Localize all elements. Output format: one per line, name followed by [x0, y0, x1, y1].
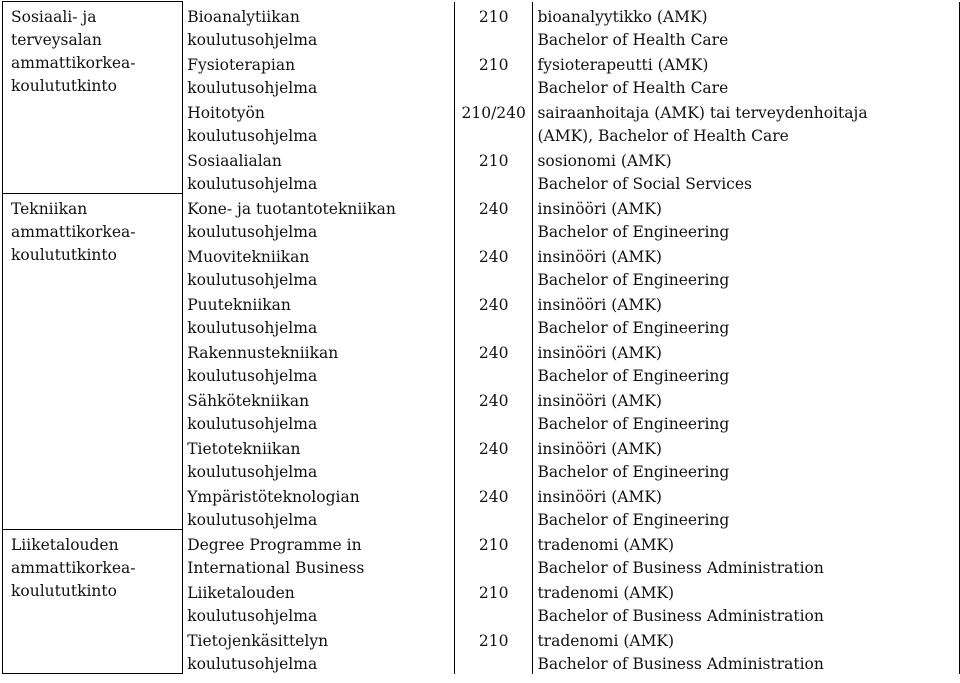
degree-english: Bachelor of Engineering: [537, 366, 730, 385]
credits-cell: [454, 626, 532, 674]
sector-line: koulututkinto: [11, 582, 117, 600]
sector-line: ammattikorkea-: [11, 223, 136, 241]
degree-english: (AMK), Bachelor of Health Care: [537, 126, 789, 145]
degree-cell: [533, 50, 960, 98]
degree-english: Bachelor of Engineering: [537, 222, 730, 241]
credits-cell: [454, 290, 532, 338]
credits-value: 210: [478, 151, 509, 170]
programme-name: Muovitekniikan: [187, 247, 310, 266]
programme-suffix: koulutusohjelma: [187, 510, 318, 529]
programme-name: Hoitotyön: [187, 103, 265, 122]
credits-value: 210: [478, 583, 509, 602]
credits-value: 210: [478, 535, 509, 554]
degree-cell: [533, 98, 960, 146]
credits-cell: [454, 386, 532, 434]
programme-name: Degree Programme in: [187, 535, 362, 554]
programme-cell: [183, 146, 455, 194]
programme-name: Fysioterapian: [187, 55, 296, 74]
degree-cell: [533, 530, 960, 578]
credits-value: 240: [478, 487, 509, 506]
credits-cell: [454, 242, 532, 290]
programme-suffix: koulutusohjelma: [187, 270, 318, 289]
sector-line: ammattikorkea-: [11, 54, 136, 72]
degree-english: Bachelor of Health Care: [537, 30, 729, 49]
credits-cell: [454, 338, 532, 386]
degree-title: insinööri (AMK): [537, 439, 662, 458]
credits-value: 210: [478, 7, 509, 26]
programme-suffix: koulutusohjelma: [187, 30, 318, 49]
programme-cell: [183, 578, 455, 626]
programme-cell: [183, 530, 455, 578]
credits-cell: [454, 434, 532, 482]
programme-name: Ympäristöteknologian: [187, 487, 360, 506]
programme-suffix: koulutusohjelma: [187, 366, 318, 385]
credits-cell: [454, 50, 532, 98]
sector-line: Tekniikan: [11, 200, 88, 218]
credits-cell: [454, 146, 532, 194]
programme-cell: [183, 242, 455, 290]
programme-cell: [183, 482, 455, 530]
degree-title: fysioterapeutti (AMK): [537, 55, 709, 74]
programme-suffix: koulutusohjelma: [187, 78, 318, 97]
degree-cell: [533, 482, 960, 530]
programme-cell: [183, 338, 455, 386]
programme-name: Tietotekniikan: [187, 439, 301, 458]
programme-cell: [183, 626, 455, 674]
programme-name: Sosiaalialan: [187, 151, 282, 170]
sector-line: koulututkinto: [11, 77, 117, 95]
degree-cell: [533, 338, 960, 386]
sector-line: Liiketalouden: [11, 536, 119, 554]
sector-cell-engineering: [3, 194, 183, 530]
programme-name: Kone- ja tuotantotekniikan: [187, 199, 396, 218]
degree-english: Bachelor of Social Services: [537, 174, 752, 193]
degree-cell: [533, 194, 960, 242]
degree-title: insinööri (AMK): [537, 199, 662, 218]
sector-line: ammattikorkea-: [11, 559, 136, 577]
degree-english: Bachelor of Health Care: [537, 78, 729, 97]
degree-cell: [533, 2, 960, 50]
programme-suffix: International Business: [187, 558, 365, 577]
degree-english: Bachelor of Engineering: [537, 414, 730, 433]
programme-suffix: koulutusohjelma: [187, 174, 318, 193]
degree-cell: [533, 626, 960, 674]
credits-value: 240: [478, 343, 509, 362]
programme-suffix: koulutusohjelma: [187, 462, 318, 481]
programme-suffix: koulutusohjelma: [187, 318, 318, 337]
credits-cell: [454, 194, 532, 242]
degree-english: Bachelor of Business Administration: [537, 558, 824, 577]
degree-title: tradenomi (AMK): [537, 535, 675, 554]
programme-name: Tietojenkäsittelyn: [187, 631, 329, 650]
programme-name: Puutekniikan: [187, 295, 291, 314]
programme-cell: [183, 290, 455, 338]
programme-name: Rakennustekniikan: [187, 343, 339, 362]
credits-value: 210: [478, 55, 509, 74]
degree-english: Bachelor of Engineering: [537, 510, 730, 529]
programme-cell: [183, 386, 455, 434]
programme-suffix: koulutusohjelma: [187, 654, 318, 673]
degree-english: Bachelor of Business Administration: [537, 654, 824, 673]
sector-cell-health: [3, 2, 183, 194]
programme-suffix: koulutusohjelma: [187, 606, 318, 625]
degree-title: tradenomi (AMK): [537, 631, 675, 650]
sector-line: terveysalan: [11, 31, 102, 49]
degree-title: insinööri (AMK): [537, 391, 662, 410]
programme-cell: [183, 98, 455, 146]
degree-title: sosionomi (AMK): [537, 151, 672, 170]
credits-cell: [454, 2, 532, 50]
degree-title: sairaanhoitaja (AMK) tai terveydenhoitaja: [537, 103, 868, 122]
credits-value: 240: [478, 391, 509, 410]
degree-cell: [533, 434, 960, 482]
degree-title: insinööri (AMK): [537, 295, 662, 314]
programme-name: Liiketalouden: [187, 583, 295, 602]
programme-cell: [183, 50, 455, 98]
credits-value: 210: [478, 631, 509, 650]
degree-title: tradenomi (AMK): [537, 583, 675, 602]
programme-suffix: koulutusohjelma: [187, 222, 318, 241]
degree-cell: [533, 386, 960, 434]
credits-cell: [454, 578, 532, 626]
credits-cell: [454, 482, 532, 530]
degree-cell: [533, 146, 960, 194]
credits-cell: [454, 530, 532, 578]
degree-title: insinööri (AMK): [537, 343, 662, 362]
programme-name: Bioanalytiikan: [187, 7, 300, 26]
sector-line: koulututkinto: [11, 246, 117, 264]
degree-title: insinööri (AMK): [537, 247, 662, 266]
programme-cell: [183, 2, 455, 50]
programme-cell: [183, 194, 455, 242]
degree-english: Bachelor of Engineering: [537, 462, 730, 481]
credits-value: 240: [478, 199, 509, 218]
credits-cell: [454, 98, 532, 146]
sector-line: Sosiaali- ja: [11, 8, 97, 26]
degree-english: Bachelor of Engineering: [537, 270, 730, 289]
degree-title: insinööri (AMK): [537, 487, 662, 506]
degree-cell: [533, 242, 960, 290]
programme-name: Sähkötekniikan: [187, 391, 310, 410]
credits-value: 240: [478, 295, 509, 314]
degree-cell: [533, 578, 960, 626]
credits-value: 210/240: [461, 103, 526, 122]
programme-suffix: koulutusohjelma: [187, 126, 318, 145]
degree-cell: [533, 290, 960, 338]
degree-programmes-table: [2, 1, 960, 674]
programme-suffix: koulutusohjelma: [187, 414, 318, 433]
sector-cell-business: [3, 530, 183, 674]
credits-value: 240: [478, 247, 509, 266]
credits-value: 240: [478, 439, 509, 458]
degree-title: bioanalyytikko (AMK): [537, 7, 708, 26]
programme-cell: [183, 434, 455, 482]
degree-english: Bachelor of Business Administration: [537, 606, 824, 625]
degree-english: Bachelor of Engineering: [537, 318, 730, 337]
